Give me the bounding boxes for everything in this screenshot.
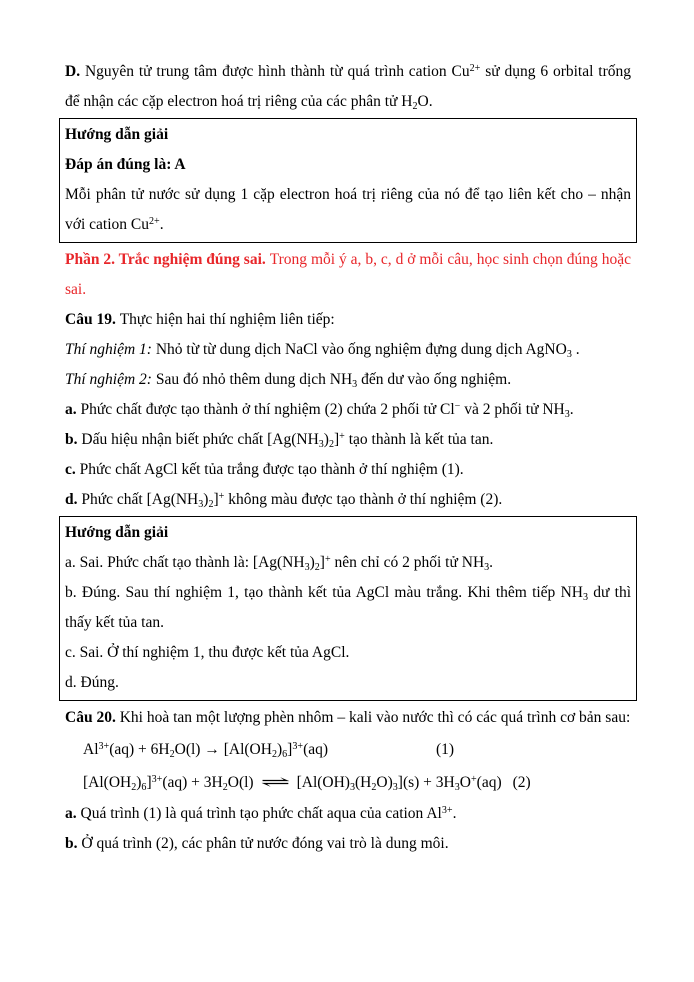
experiment-1-line: Thí nghiệm 1: Nhỏ từ từ dung dịch NaCl vào ống nghiệm đựng dung dịch AgNO3 . (65, 341, 580, 360)
solution-line-d: d. Đúng. (65, 674, 119, 691)
statement-option-d: D. Nguyên tử trung tâm được hình thành từ quá trình cation $Cu^{2+}$ sử dụng 6 orbital trống để nhận các cặp electron hoá trị riêng của các phân tử H2O. (65, 63, 631, 112)
correct-answer-line: Đáp án đúng là: A (65, 156, 186, 173)
solution-heading: Hướng dẫn giải (65, 524, 169, 541)
solution-line-b: b. Đúng. Sau thí nghiệm 1, tạo thành kết tủa AgCl màu trắng. Khi thêm tiếp NH3 dư thì thấy kết tủa tan. (65, 584, 631, 631)
equation-2 (65, 766, 631, 799)
solution-line-c: c. Sai. Ở thí nghiệm 1, thu được kết tủa AgCl. (65, 644, 350, 661)
question-19-option-c: c. Phức chất AgCl kết tủa trắng được tạo thành ở thí nghiệm (1). (65, 461, 464, 478)
question-19-option-b: b. Dấu hiệu nhận biết phức chất [Ag(NH3)2]+ tạo thành là kết tủa tan. (65, 431, 494, 450)
question-19-option-d: d. Phức chất [Ag(NH3)2]+ không màu được tạo thành ở thí nghiệm (2). (65, 491, 503, 510)
question-20-option-b: b. Ở quá trình (2), các phân tử nước đóng vai trò là dung môi. (65, 835, 449, 852)
experiment-2-line: Thí nghiệm 2: Sau đó nhỏ thêm dung dịch NH3 đến dư vào ống nghiệm. (65, 371, 512, 390)
question-19-stem: Câu 19. Thực hiện hai thí nghiệm liên tiếp: (65, 311, 335, 328)
equation-1-number: (1) (436, 741, 455, 758)
solution-line-a: a. Sai. Phức chất tạo thành là: [Ag(NH3)2]+ nên chỉ có 2 phối tử NH3. (65, 554, 494, 573)
equation-2-formula: $[Al(OH2)6]^{3+}(aq) + 3H2O(l)$ ⇌ [Al(OH)3(H2O)3](s) + 3H3O+(aq) (83, 774, 502, 793)
solution-box-1 (59, 118, 637, 243)
solution-explanation: Mỗi phân tử nước sử dụng 1 cặp electron hoá trị riêng của nó để tạo liên kết cho – nhận với cation $Cu^{2+}$. (65, 186, 631, 233)
solution-box-2 (59, 516, 637, 701)
question-20-stem: Câu 20. Khi hoà tan một lượng phèn nhôm – kali vào nước thì có các quá trình cơ bản sau: (65, 709, 631, 726)
solution-heading: Hướng dẫn giải (65, 126, 169, 143)
equation-2-number: (2) (512, 774, 531, 791)
equation-1-formula: $Al^{3+}(aq) + 6H2O(l) \to [Al(OH2)6]^{3+}(aq)$ (83, 741, 329, 760)
question-19-option-a: a. Phức chất được tạo thành ở thí nghiệm (2) chứa 2 phối tử Cl− và 2 phối tử NH3. (65, 401, 574, 420)
question-20-option-a: a. Quá trình (1) là quá trình tạo phức chất aqua của cation $Al^{3+}$. (65, 805, 457, 822)
equation-1 (65, 733, 631, 766)
section-heading-part2: Phần 2. Trắc nghiệm đúng sai. Trong mỗi ý a, b, c, d ở mỗi câu, học sinh chọn đúng hoặc sai. (65, 251, 631, 298)
